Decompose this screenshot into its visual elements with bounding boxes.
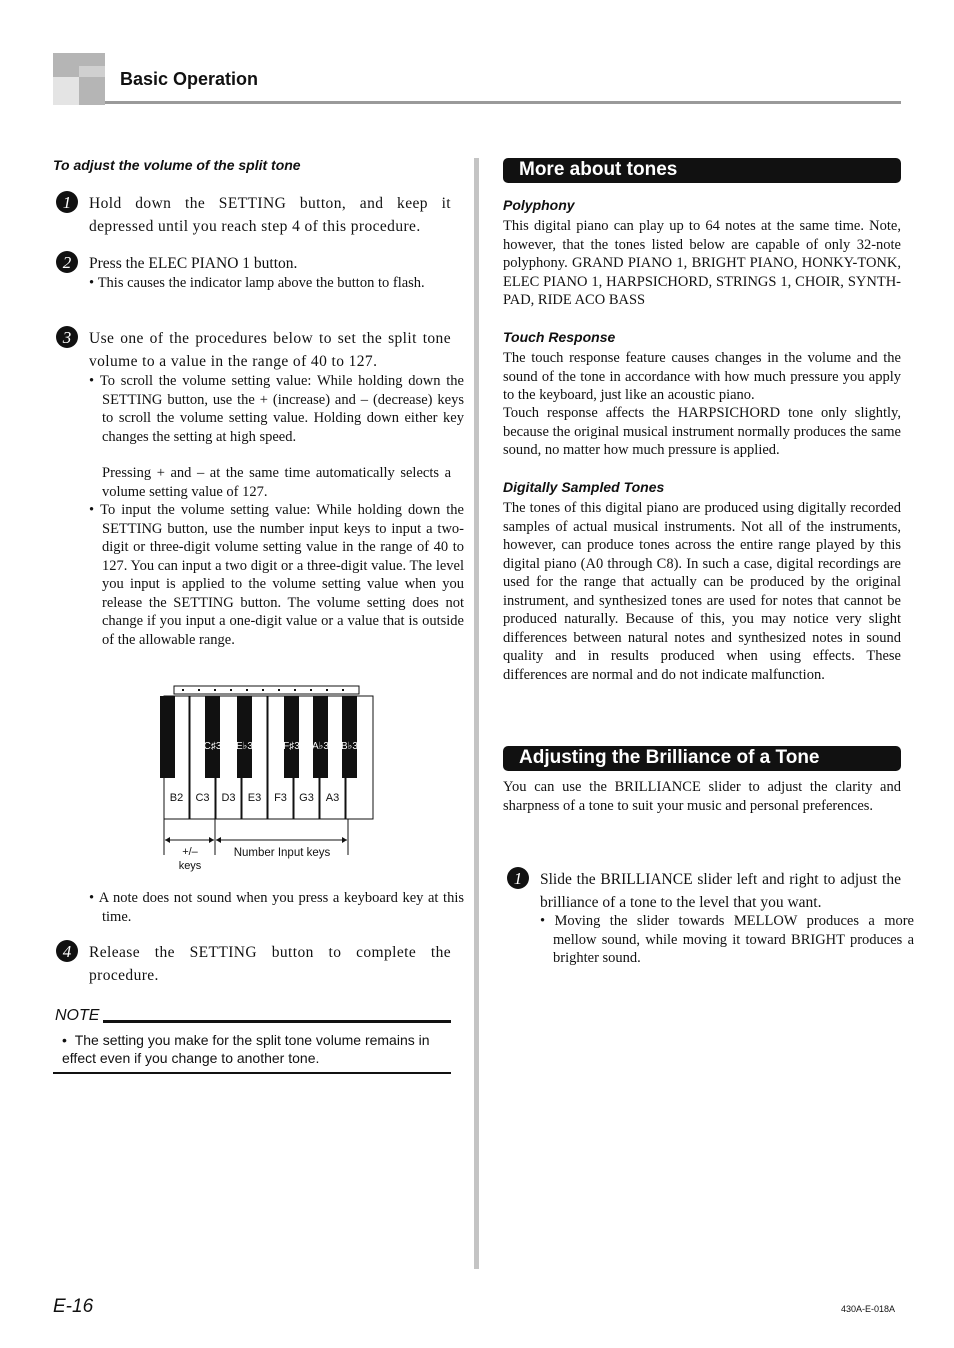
step-4-text: Release the SETTING button to complete the procedure. [89, 944, 451, 984]
svg-text:E3: E3 [247, 792, 262, 804]
figure-bullet: • A note does not sound when you press a keyboard key at this time. [89, 890, 464, 925]
page-header-title: Basic Operation [120, 69, 259, 89]
svg-text:Number Input keys: Number Input keys [233, 847, 331, 859]
polyphony-text: This digital piano can play up to 64 notes at the same time. Note, however, that the tones listed below are capable of only 32-note polyphony. GRAND PIANO 1, BRIGHT PIANO, HONKY-TONK, ELEC PIANO 1, HARPSICHORD, STRINGS 1, CHOIR, SYNTH-PAD, RIDE ACO BASS [503, 218, 901, 308]
step-3-bullet-scroll-cont: Pressing + and – at the same time automatically selects a volume setting value of 127. [102, 465, 451, 500]
step-2-bullet: • This causes the indicator lamp above the button to flash. [89, 275, 425, 291]
note-label: NOTE [55, 1007, 100, 1024]
split-volume-heading: To adjust the volume of the split tone [53, 157, 301, 173]
step-1-text: Hold down the SETTING button, and keep it depressed until you reach step 4 of this procedure. [89, 195, 451, 235]
sampled-tones-heading: Digitally Sampled Tones [503, 479, 665, 495]
step-2-text: Press the ELEC PIANO 1 button. [89, 255, 298, 272]
step-3-text: Use one of the procedures below to set the split tone volume to a value in the range of 40 to 127. [89, 330, 451, 370]
black-key-bflat2 [160, 696, 175, 778]
brilliance-text: You can use the BRILLIANCE slider to adjust the clarity and sharpness of a tone to suit your music and personal preferences. [503, 779, 901, 814]
svg-text:3: 3 [62, 328, 72, 347]
svg-text:F♯3: F♯3 [283, 741, 300, 752]
svg-text:E♭3: E♭3 [236, 741, 253, 752]
black-key-aflat3 [313, 696, 328, 778]
document-code: 430A-E-018A [841, 1304, 896, 1314]
step-3-bullet-input: • To input the volume setting value: While holding down the SETTING button, use the number input keys to input a two-digit or three-digit volume setting value in the range of 40 to 127. You can input a two digit or a three-digit value. The level you input is applied to the volume setting value when you release the SETTING button. The volume setting does not change if you input a one-digit value or a value that is outside of the allowable range. [89, 502, 464, 648]
section-brilliance [503, 746, 901, 771]
step-3-bullet-scroll: • To scroll the volume setting value: While holding down the SETTING button, use the + (increase) and – (decrease) keys to scroll the volume setting value. Holding down either key changes the setting at high speed. [89, 373, 464, 445]
black-key-bflat3 [342, 696, 357, 778]
column-divider [474, 158, 479, 1269]
polyphony-heading: Polyphony [503, 197, 575, 213]
section-title: Adjusting the Brilliance of a Tone [519, 747, 820, 768]
brilliance-step-1-icon [507, 867, 529, 889]
black-key-csharp3 [205, 696, 220, 778]
svg-text:1: 1 [513, 869, 523, 888]
svg-text:1: 1 [62, 193, 72, 212]
note-rule-top [103, 1020, 451, 1023]
svg-text:+/–: +/– [182, 846, 198, 858]
note-rule-bottom [53, 1072, 451, 1074]
keyboard-figure [150, 680, 390, 875]
svg-text:D3: D3 [221, 792, 236, 804]
step-3-icon [56, 326, 78, 348]
svg-text:G3: G3 [299, 792, 314, 804]
svg-text:C♯3: C♯3 [203, 741, 222, 752]
svg-text:A♭3: A♭3 [312, 741, 329, 752]
header-rule [105, 101, 901, 104]
svg-text:A3: A3 [325, 792, 340, 804]
header-decoration-light [53, 77, 79, 105]
page-number: E-16 [53, 1296, 94, 1317]
step-1-icon [56, 191, 78, 213]
header-decoration-accent [79, 66, 105, 77]
brilliance-step-1-text: Slide the BRILLIANCE slider left and right to adjust the brilliance of a tone to the level that you want. [540, 871, 901, 911]
svg-text:2: 2 [62, 253, 72, 272]
note-text: • The setting you make for the split tone volume remains in effect even if you change to another tone. [62, 1032, 430, 1066]
black-key-eflat3 [237, 696, 252, 778]
keyboard-diagram [150, 680, 390, 875]
sampled-tones-text: The tones of this digital piano are produced using digitally recorded samples of actual musical instruments. Not all of the instruments, however, can produce tones across the entire range played by this digital piano (A0 through C8). In such a case, digital recordings are used for the range that actually can be produced by the original instrument, and synthesized tones are used for notes that cannot be produced naturally. Because of this, you may notice very slight differences between natural notes and synthesized notes in sound quality and in results produced when using effects. These differences are normal and do not indicate malfunction. [503, 500, 901, 683]
svg-text:F3: F3 [274, 792, 287, 804]
touch-response-text-1: The touch response feature causes changes in the volume and the sound of the tone in accordance with how much pressure you apply to the keyboard, just like an acoustic piano. [503, 350, 901, 403]
svg-text:keys: keys [178, 860, 202, 872]
svg-text:B2: B2 [169, 792, 184, 804]
svg-text:B♭3: B♭3 [341, 741, 358, 752]
section-title: More about tones [519, 159, 678, 180]
black-key-fsharp3 [284, 696, 299, 778]
step-4-icon [56, 940, 78, 962]
touch-response-heading: Touch Response [503, 329, 616, 345]
svg-text:4: 4 [62, 942, 72, 961]
brilliance-step-bullet: • Moving the slider towards MELLOW produces a more mellow sound, while moving it toward BRIGHT produces a brighter sound. [540, 913, 914, 966]
touch-response-text-2: Touch response affects the HARPSICHORD tone only slightly, because the original musical instrument normally produces the same sound, no matter how much pressure is applied. [503, 405, 901, 458]
svg-text:C3: C3 [195, 792, 210, 804]
section-more-about-tones [503, 158, 901, 183]
step-2-icon [56, 251, 78, 273]
